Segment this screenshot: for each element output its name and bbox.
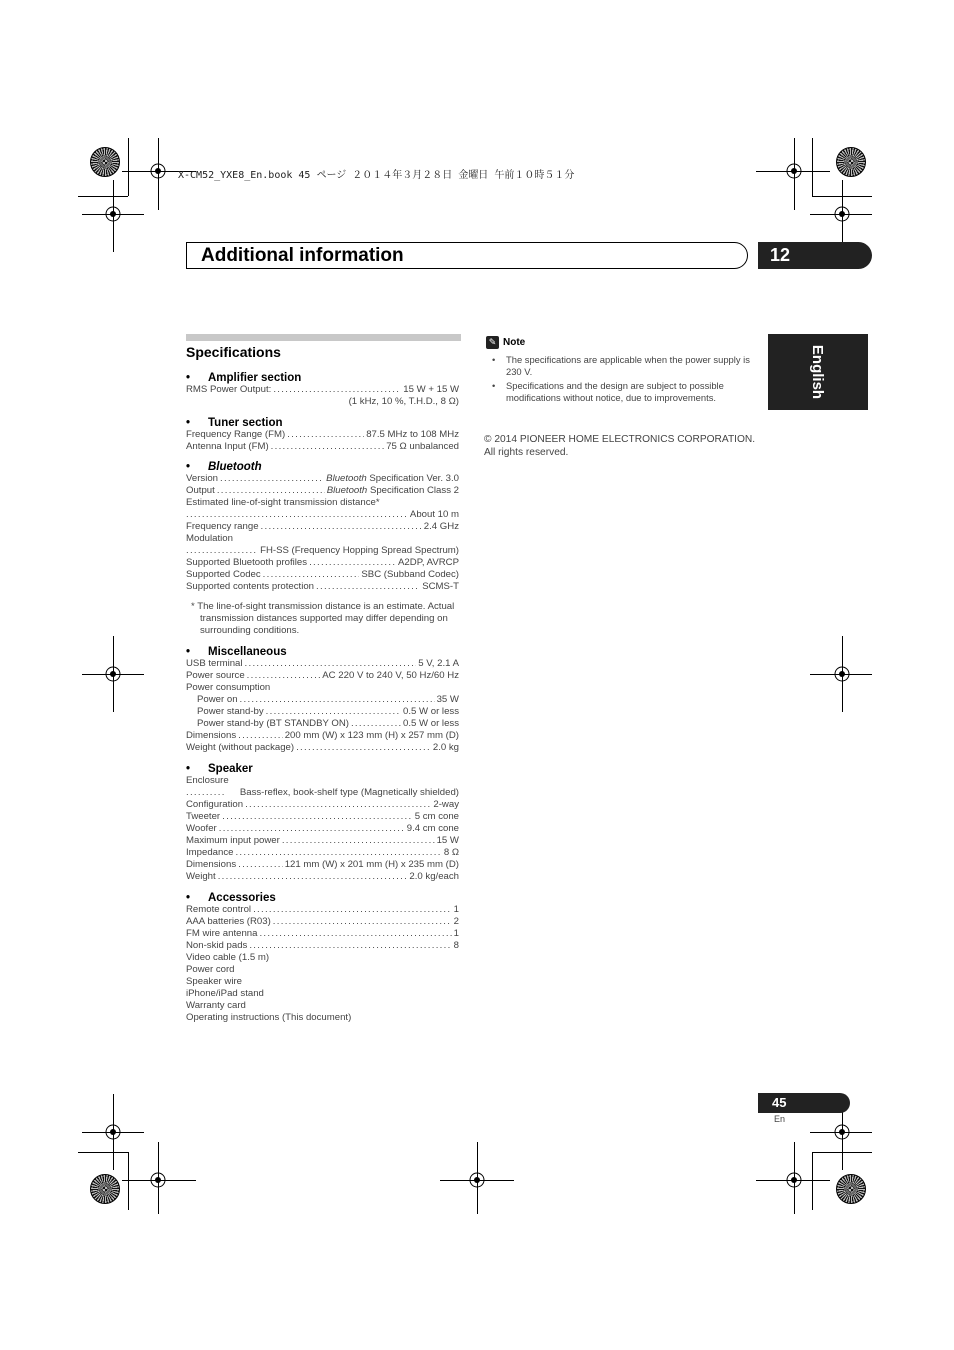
spec-row: Supported contents protection ..... SCMS-T [186,581,459,593]
spec-label: Enclosure [186,775,229,786]
spec-label: Modulation [186,533,233,544]
language-tab [768,334,868,410]
spec-row: Power on ..... 35 W [186,694,459,706]
chapter-number-badge [758,242,872,269]
subsection-heading: • Amplifier section [186,372,302,384]
spec-row: Supported Codec ..... SBC (Subband Codec) [186,569,459,581]
spec-row: Power source ..... AC 220 V to 240 V, 50 Hz/60 Hz [186,670,459,682]
accessory-item: Video cable (1.5 m) [186,952,270,963]
spec-row: Power stand-by (BT STANDBY ON) ..... 0.5 W or less [186,718,459,730]
chapter-number: 12 [770,245,791,265]
note-list [492,354,760,406]
spec-row: Version ..... Bluetooth Specification Ver. 3.0 [186,473,459,485]
chapter-title-bar [186,242,748,269]
accessory-item: Power cord [186,964,235,975]
subsection-heading: • Speaker [186,763,253,775]
crosshair-icon [827,1117,857,1147]
spec-row: RMS Power Output: ..... 15 W + 15 W [186,384,459,396]
registration-rosette-icon [836,147,866,177]
registration-rosette-icon [836,1174,866,1204]
spec-label: Estimated line-of-sight transmission distance* [186,497,380,508]
crosshair-icon [143,1165,173,1195]
note-heading: ✎ Note [486,336,525,349]
page-language: En [774,1114,786,1124]
spec-row: Weight ..... 2.0 kg/each [186,871,459,883]
language-tab-label: English [809,344,827,400]
subsection-heading: • Miscellaneous [186,646,287,658]
registration-rosette-icon [90,147,120,177]
spec-row: Configuration ..... 2-way [186,799,459,811]
spec-row: ..... FH-SS (Frequency Hopping Spread Spectrum) [186,545,459,557]
list-item: • The specifications are applicable when the power supply is 230 V. [492,354,750,377]
spec-row: Frequency range ..... 2.4 GHz [186,521,459,533]
section-title: Specifications [186,344,281,360]
subsection-heading: • Tuner section [186,417,283,429]
spec-row: ..... Bass-reflex, book-shelf type (Magnetically shielded) [186,787,459,799]
spec-row: Frequency Range (FM) ..... 87.5 MHz to 108 MHz [186,429,459,441]
crosshair-icon [143,156,173,186]
spec-row: Dimensions ..... 121 mm (W) x 201 mm (H) x 235 mm (D) [186,859,459,871]
print-header: X-CM52_YXE8_En.book 45 ページ ２０１４年３月２８日 金曜日 午前１０時５１分 [178,170,575,181]
page-number-badge [758,1093,850,1113]
spec-row: ..... About 10 m [186,509,459,521]
spec-row: Weight (without package) ..... 2.0 kg [186,742,459,754]
registration-rosette-icon [90,1174,120,1204]
accessory-item: Operating instructions (This document) [186,1012,352,1023]
spec-row: Tweeter ..... 5 cm cone [186,811,459,823]
spec-row: Output ..... Bluetooth Specification Class 2 [186,485,459,497]
copyright-notice: © 2014 PIONEER HOME ELECTRONICS CORPORATION. All rights reserved. [484,434,756,458]
footnote: * The line-of-sight transmission distance is an estimate. Actual transmission distances supported may differ depending on surrounding conditions. [191,601,455,636]
spec-row: AAA batteries (R03) ..... 2 [186,916,459,928]
specifications-list [186,372,459,1024]
crosshair-icon [462,1165,492,1195]
spec-row: Power stand-by ..... 0.5 W or less [186,706,459,718]
crosshair-icon [827,199,857,229]
chapter-title: Additional information [201,245,404,266]
accessory-item: Speaker wire [186,976,242,987]
section-rule [186,334,461,341]
spec-row: Supported Bluetooth profiles ..... A2DP, AVRCP [186,557,459,569]
subsection-heading: • Bluetooth [186,461,262,473]
spec-row: FM wire antenna ..... 1 [186,928,459,940]
accessory-item: Warranty card [186,1000,246,1011]
spec-row: Dimensions ..... 200 mm (W) x 123 mm (H) x 257 mm (D) [186,730,459,742]
spec-row: Antenna Input (FM) ..... 75 Ω unbalanced [186,441,459,453]
spec-row: Remote control ..... 1 [186,904,459,916]
crosshair-icon [779,156,809,186]
spec-row: Maximum input power ..... 15 W [186,835,459,847]
crosshair-icon [98,1117,128,1147]
list-item: • Specifications and the design are subject to possible modifications without notice, due to improvements. [492,380,724,403]
subsection-heading: • Accessories [186,892,276,904]
crosshair-icon [779,1165,809,1195]
spec-note: (1 kHz, 10 %, T.H.D., 8 Ω) [348,396,459,407]
crosshair-icon [98,659,128,689]
spec-row: Impedance ..... 8 Ω [186,847,459,859]
pencil-icon: ✎ [486,336,499,349]
crosshair-icon [98,199,128,229]
spec-row: USB terminal ..... 5 V, 2.1 A [186,658,459,670]
crosshair-icon [827,659,857,689]
spec-label: Power consumption [186,682,271,693]
spec-row: Non-skid pads ..... 8 [186,940,459,952]
accessory-item: iPhone/iPad stand [186,988,264,999]
spec-row: Woofer ..... 9.4 cm cone [186,823,459,835]
page-number: 45 [772,1095,787,1110]
